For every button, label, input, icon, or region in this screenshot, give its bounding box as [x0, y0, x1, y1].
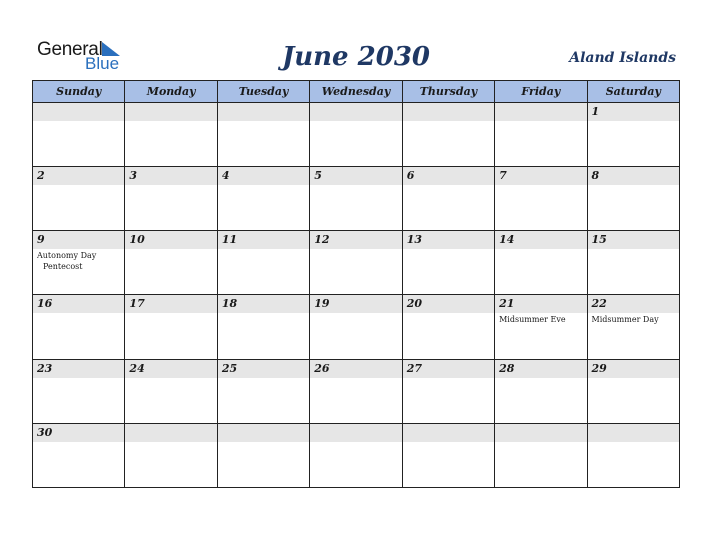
day-cell-header: [495, 295, 586, 313]
day-cell[interactable]: [587, 295, 679, 359]
day-cell-header: [218, 424, 309, 442]
day-number: 10: [129, 233, 145, 247]
day-number: 22: [591, 297, 607, 311]
logo-blue-text: Blue: [85, 54, 120, 73]
weekday-header: Wednesday: [310, 81, 402, 103]
day-cell-header: [588, 424, 679, 442]
day-cell[interactable]: [402, 231, 494, 295]
day-cell[interactable]: [310, 359, 402, 423]
day-number: 23: [37, 361, 53, 375]
day-events: [495, 313, 586, 325]
day-number: 20: [406, 297, 422, 311]
day-number: 3: [129, 169, 138, 183]
day-cell-header: [495, 231, 586, 249]
region-label: Aland Islands: [569, 50, 676, 66]
day-cell-header: [403, 424, 494, 442]
day-number: 17: [129, 297, 145, 311]
day-cell-header: [403, 360, 494, 378]
day-cell[interactable]: [587, 103, 679, 167]
day-cell-header: [125, 360, 216, 378]
day-cell[interactable]: [587, 359, 679, 423]
day-number: 9: [37, 233, 45, 247]
day-cell-header: [33, 295, 124, 313]
week-row: [33, 359, 680, 423]
day-number: 1: [591, 105, 600, 118]
day-cell-header: [588, 103, 679, 121]
day-cell[interactable]: [33, 167, 125, 231]
day-cell[interactable]: [310, 295, 402, 359]
holiday-label: Midsummer Day: [591, 315, 659, 325]
day-number: 26: [314, 361, 330, 375]
day-cell[interactable]: [495, 423, 587, 487]
day-number: 5: [314, 169, 322, 183]
day-cell-header: [403, 167, 494, 185]
day-cell-header: [403, 103, 494, 121]
day-number: 12: [314, 233, 330, 247]
day-cell[interactable]: [402, 103, 494, 167]
day-cell[interactable]: [402, 295, 494, 359]
weekday-header: Saturday: [587, 81, 679, 103]
day-number: 30: [37, 425, 53, 439]
day-cell-header: [125, 103, 216, 121]
day-cell[interactable]: [310, 103, 402, 167]
day-cell-header: [218, 231, 309, 249]
day-cell-header: [310, 295, 401, 313]
day-cell[interactable]: [217, 167, 309, 231]
day-number: 13: [406, 233, 422, 247]
day-cell[interactable]: [495, 295, 587, 359]
day-number: 14: [499, 233, 515, 247]
day-cell[interactable]: [217, 423, 309, 487]
day-cell[interactable]: [125, 103, 217, 167]
holiday-label: Autonomy Day: [37, 251, 97, 261]
day-cell-header: [125, 295, 216, 313]
day-number: 7: [499, 169, 507, 183]
day-cell-header: [125, 167, 216, 185]
day-cell[interactable]: [125, 231, 217, 295]
day-number: 16: [37, 297, 53, 311]
day-cell[interactable]: [33, 359, 125, 423]
day-cell-header: [403, 295, 494, 313]
week-row: [33, 423, 680, 487]
logo-general-text: General: [37, 39, 103, 60]
holiday-label: Pentecost: [43, 262, 83, 272]
weekday-header-row: [33, 81, 680, 103]
day-cell-header: [310, 103, 401, 121]
week-row: [33, 167, 680, 231]
day-number: 19: [314, 297, 330, 311]
day-cell[interactable]: [125, 359, 217, 423]
day-cell-header: [33, 231, 124, 249]
weekday-header: Friday: [495, 81, 587, 103]
day-number: 18: [221, 297, 238, 311]
day-cell[interactable]: [33, 423, 125, 487]
day-cell[interactable]: [310, 423, 402, 487]
day-number: 2: [37, 169, 45, 183]
day-number: 27: [406, 361, 422, 375]
day-cell[interactable]: [310, 231, 402, 295]
day-cell[interactable]: [217, 231, 309, 295]
day-cell[interactable]: [33, 103, 125, 167]
day-cell[interactable]: [125, 295, 217, 359]
weekday-header: Thursday: [402, 81, 494, 103]
day-cell-header: [218, 167, 309, 185]
day-cell[interactable]: [587, 167, 679, 231]
day-cell-header: [33, 360, 124, 378]
calendar-grid: [32, 80, 680, 488]
day-number: 4: [221, 169, 230, 183]
day-cell-header: [218, 103, 309, 121]
day-cell-header: [403, 231, 494, 249]
day-cell-header: [218, 295, 309, 313]
day-cell-header: [588, 360, 679, 378]
day-events: [588, 313, 679, 325]
week-row: [33, 231, 680, 295]
week-row: [33, 295, 680, 359]
day-cell[interactable]: [402, 167, 494, 231]
day-cell[interactable]: [587, 231, 679, 295]
day-cell[interactable]: [402, 359, 494, 423]
day-number: 24: [129, 361, 145, 375]
day-cell-header: [495, 167, 586, 185]
page-title: June 2030: [281, 42, 431, 72]
day-cell-header: [310, 167, 401, 185]
day-cell-header: [495, 360, 586, 378]
day-cell[interactable]: [33, 295, 125, 359]
day-cell-header: [310, 424, 401, 442]
day-cell-header: [33, 424, 124, 442]
day-cell[interactable]: [495, 231, 587, 295]
day-number: 8: [591, 169, 600, 183]
day-cell-header: [310, 360, 401, 378]
day-cell[interactable]: [402, 423, 494, 487]
day-cell[interactable]: [495, 167, 587, 231]
day-number: 25: [221, 361, 238, 375]
day-cell-header: [218, 360, 309, 378]
weekday-header: Sunday: [33, 81, 125, 103]
day-cell[interactable]: [495, 359, 587, 423]
day-cell[interactable]: [125, 167, 217, 231]
day-cell[interactable]: [310, 167, 402, 231]
day-cell[interactable]: [495, 103, 587, 167]
day-cell-header: [588, 167, 679, 185]
day-number: 11: [221, 233, 238, 247]
day-cell[interactable]: [587, 423, 679, 487]
day-cell-header: [588, 295, 679, 313]
day-number: 28: [499, 361, 515, 375]
day-cell-header: [33, 103, 124, 121]
day-cell[interactable]: [33, 231, 125, 295]
weekday-header: Tuesday: [217, 81, 309, 103]
holiday-label: Midsummer Eve: [499, 315, 566, 325]
day-cell-header: [33, 167, 124, 185]
weekday-header: Monday: [125, 81, 217, 103]
day-number: 21: [499, 297, 515, 311]
day-cell-header: [495, 424, 586, 442]
day-cell-header: [310, 231, 401, 249]
day-cell-header: [495, 103, 586, 121]
calendar-body: [33, 103, 680, 488]
day-cell-header: [125, 231, 216, 249]
day-number: 15: [591, 233, 607, 247]
week-row: [33, 103, 680, 167]
day-number: 6: [406, 169, 415, 183]
day-events: [33, 249, 124, 272]
day-cell[interactable]: [125, 423, 217, 487]
day-cell-header: [588, 231, 679, 249]
day-cell[interactable]: [217, 295, 309, 359]
day-cell-header: [125, 424, 216, 442]
day-cell[interactable]: [217, 103, 309, 167]
day-number: 29: [591, 361, 607, 375]
day-cell[interactable]: [217, 359, 309, 423]
